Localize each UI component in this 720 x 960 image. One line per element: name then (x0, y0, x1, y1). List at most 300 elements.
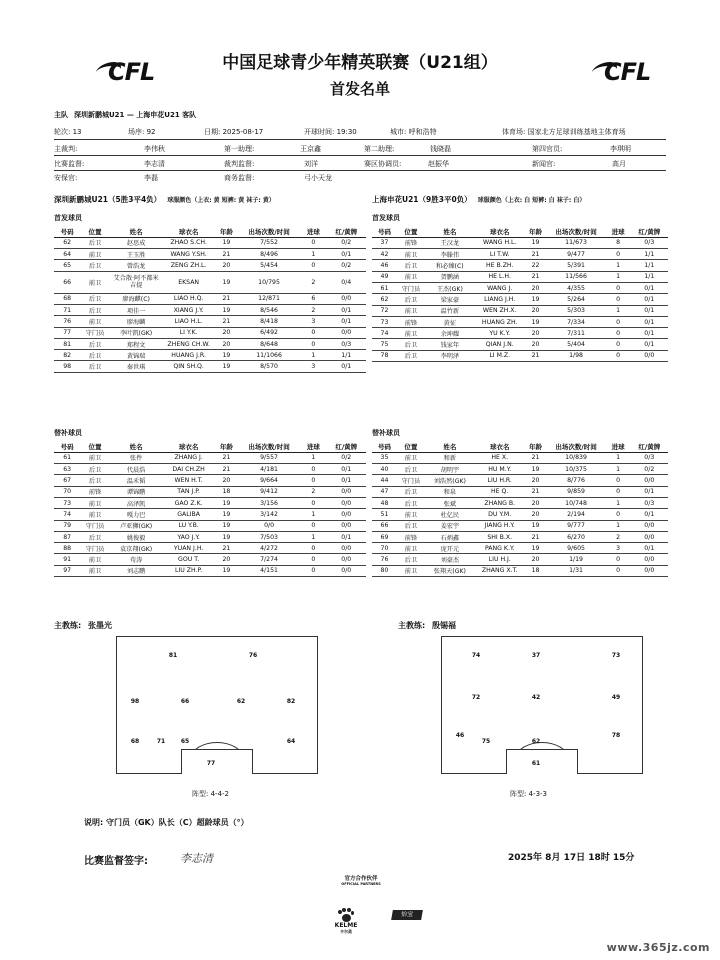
cell-goals: 1 (300, 249, 326, 260)
fourth-official: 李琪明 (610, 145, 631, 153)
cell-number: 77 (54, 327, 80, 338)
fixture-label: 主队 (54, 111, 68, 119)
cell-cards: 0/1 (631, 328, 668, 339)
cell-name: 曾浩龙 (110, 260, 163, 271)
cell-number: 91 (54, 554, 80, 565)
kelme-subtext: 卡尔美 (340, 929, 352, 934)
shirt-number: 77 (206, 760, 216, 767)
column-header-name: 姓名 (110, 226, 163, 237)
cell-shirt-name: PANG K.Y. (475, 543, 525, 554)
table-row (54, 338, 366, 349)
cell-shirt-name: LIAO H.Q. (162, 293, 215, 304)
cell-shirt-name: QIAN J.N. (475, 339, 525, 350)
match-date: 日期: 2025-08-17 (204, 128, 264, 136)
cell-goals: 0 (606, 328, 631, 339)
cell-age: 21 (215, 452, 238, 463)
cell-number: 76 (54, 316, 80, 327)
player-shirt-icon (468, 691, 484, 706)
cell-apps: 9/557 (238, 452, 300, 463)
home-starters-label: 首发球员 (54, 214, 82, 222)
column-header-shirt-name: 球衣名 (162, 226, 215, 237)
cell-apps: 1/98 (546, 350, 605, 361)
cell-goals: 0 (300, 554, 326, 565)
table-row (54, 554, 366, 565)
cell-cards: 0/0 (631, 520, 668, 531)
cell-goals: 1 (300, 350, 326, 361)
cell-shirt-name: HU M.Y. (475, 464, 525, 475)
table-row (372, 452, 668, 463)
cell-number: 88 (54, 543, 80, 554)
column-header-number: 号码 (372, 226, 397, 237)
cell-position: 后卫 (80, 464, 110, 475)
cell-shirt-name: WANG J. (475, 282, 525, 293)
table-row (372, 282, 668, 293)
cell-apps: 5/303 (546, 305, 605, 316)
cell-goals: 1 (300, 452, 326, 463)
cell-cards: 0/2 (631, 464, 668, 475)
cell-age: 19 (525, 543, 547, 554)
cell-name: 苟涛 (110, 554, 163, 565)
away-team-name: 上海申花U21（9胜3平0负） (372, 195, 472, 204)
match-supervisor-label: 比赛监督: (54, 160, 85, 168)
cell-goals: 2 (300, 304, 326, 315)
cell-number: 63 (54, 464, 80, 475)
security-officer-label: 安保官: (54, 174, 78, 182)
shirt-number: 76 (248, 652, 258, 659)
column-header-position: 位置 (397, 441, 425, 452)
table-row (372, 543, 668, 554)
cell-number: 46 (372, 260, 397, 271)
cell-name: 和新 (425, 452, 475, 463)
cell-number: 47 (372, 486, 397, 497)
cell-apps: 4/355 (546, 282, 605, 293)
away-coach-label: 主教练: (398, 621, 426, 630)
table-row (54, 361, 366, 372)
table-header-row (54, 441, 366, 452)
column-header-cards: 红/黄牌 (327, 226, 366, 237)
table-row (54, 271, 366, 293)
cell-cards: 0/3 (631, 237, 668, 248)
cell-shirt-name: ZHENG CH.W. (162, 338, 215, 349)
cell-cards: 1/1 (631, 271, 668, 282)
shirt-number: 65 (180, 738, 190, 745)
cell-apps: 6/270 (546, 531, 605, 542)
cell-number: 74 (54, 509, 80, 520)
cell-apps: 9/605 (546, 543, 605, 554)
cell-age: 19 (525, 520, 547, 531)
cell-shirt-name: HUANG J.R. (162, 350, 215, 361)
away-coach (398, 620, 456, 631)
table-row (54, 531, 366, 542)
page-title: 中国足球青少年精英联赛（U21组） (222, 53, 498, 73)
cell-shirt-name: EKSAN (162, 271, 215, 293)
cell-age: 20 (215, 338, 238, 349)
cell-number: 70 (372, 543, 397, 554)
cell-age: 19 (215, 497, 238, 508)
column-header-name: 姓名 (425, 441, 475, 452)
cell-name: 钱家年 (425, 339, 475, 350)
cell-goals: 0 (606, 509, 631, 520)
cell-age: 19 (215, 271, 238, 293)
coordinator-label: 赛区协调员: (364, 160, 402, 168)
cell-apps: 4/272 (238, 543, 300, 554)
cell-shirt-name: HE Q. (475, 486, 525, 497)
cell-name: 艾合散·阿不都米吉提 (110, 271, 163, 293)
cell-goals: 0 (300, 565, 326, 576)
cell-number: 64 (54, 249, 80, 260)
cell-goals: 0 (606, 554, 631, 565)
cell-shirt-name: ZHANG J. (162, 452, 215, 463)
cell-cards: 0/1 (631, 509, 668, 520)
cell-number: 48 (372, 497, 397, 508)
cell-cards: 0/1 (631, 316, 668, 327)
cell-position: 守门员 (397, 475, 425, 486)
column-header-shirt-name: 球衣名 (162, 441, 215, 452)
cell-number: 74 (372, 328, 397, 339)
cell-name: 梁家豪 (425, 294, 475, 305)
divider (54, 170, 666, 171)
ar1: 王京鑫 (300, 145, 321, 153)
player-shirt-icon (528, 649, 544, 664)
table-row (372, 316, 668, 327)
table-row (54, 475, 366, 486)
cell-age: 19 (215, 509, 238, 520)
shirt-number: 78 (611, 732, 621, 739)
cell-name: 和泉 (425, 486, 475, 497)
player-shirt-icon (608, 691, 624, 706)
cell-age: 20 (525, 509, 547, 520)
cell-position: 后卫 (80, 260, 110, 271)
cell-name: 李叶凯(GK) (110, 327, 163, 338)
cell-position: 前卫 (80, 509, 110, 520)
cell-shirt-name: LIAO H.L. (162, 316, 215, 327)
watermark: www.365jz.com (606, 941, 710, 954)
cell-goals: 0 (606, 294, 631, 305)
cell-position: 前卫 (80, 271, 110, 293)
shirt-number: 75 (481, 738, 491, 745)
cell-position: 前卫 (397, 249, 425, 260)
cell-apps: 3/156 (238, 497, 300, 508)
cell-shirt-name: QIN SH.Q. (162, 361, 215, 372)
cell-age: 20 (525, 497, 547, 508)
cell-goals: 2 (300, 486, 326, 497)
cell-shirt-name: GALIBA (162, 509, 215, 520)
cell-apps: 3/142 (238, 509, 300, 520)
cell-apps: 8/496 (238, 249, 300, 260)
cell-age: 20 (525, 328, 547, 339)
cell-goals: 1 (606, 520, 631, 531)
cell-cards: 0/0 (631, 531, 668, 542)
table-row (372, 271, 668, 282)
player-shirt-icon (283, 735, 299, 750)
cell-shirt-name: HE X. (475, 452, 525, 463)
cell-cards: 0/1 (327, 316, 366, 327)
cell-apps: 8/570 (238, 361, 300, 372)
cell-name: 代晨浩 (110, 464, 163, 475)
cell-apps: 6/492 (238, 327, 300, 338)
cell-age: 19 (215, 350, 238, 361)
ar2: 钱晓磊 (430, 145, 451, 153)
cell-shirt-name: WANG H.L. (475, 237, 525, 248)
table-row (54, 237, 366, 248)
cell-cards: 0/0 (327, 486, 366, 497)
cell-apps: 7/552 (238, 237, 300, 248)
cell-shirt-name: GOU T. (162, 554, 215, 565)
cell-age: 19 (525, 464, 547, 475)
cell-cards: 0/1 (327, 464, 366, 475)
cell-apps: 10/748 (546, 497, 605, 508)
cell-position: 前卫 (397, 452, 425, 463)
cell-cards: 0/1 (631, 486, 668, 497)
home-team-header (54, 194, 275, 205)
player-shirt-icon (452, 729, 468, 744)
table-header-row (372, 441, 668, 452)
cell-position: 前卫 (397, 543, 425, 554)
cell-cards: 0/1 (327, 304, 366, 315)
cell-apps: 7/274 (238, 554, 300, 565)
cell-number: 78 (372, 350, 397, 361)
cell-cards: 0/1 (327, 475, 366, 486)
player-shirt-icon (528, 691, 544, 706)
cell-position: 后卫 (80, 475, 110, 486)
cell-cards: 0/0 (327, 543, 366, 554)
home-coach-name: 张墨光 (88, 621, 112, 630)
city: 城市: 呼和浩特 (390, 128, 437, 136)
cell-age: 20 (525, 554, 547, 565)
away-kit-colors: 球服颜色（上衣: 白 短裤: 白 袜子: 白） (477, 197, 586, 204)
cell-apps: 9/777 (546, 520, 605, 531)
column-header-cards: 红/黄牌 (327, 441, 366, 452)
cell-age: 21 (215, 293, 238, 304)
table-row (372, 565, 668, 576)
away-coach-name: 殷锡福 (432, 621, 456, 630)
shirt-number: 68 (130, 738, 140, 745)
cell-position: 后卫 (80, 293, 110, 304)
cell-shirt-name: LI T.W. (475, 249, 525, 260)
cell-goals: 1 (606, 260, 631, 271)
cell-name: 张翔天(GK) (425, 565, 475, 576)
cell-name: 王玉胜 (110, 249, 163, 260)
cell-apps: 8/648 (238, 338, 300, 349)
cell-apps: 11/1066 (238, 350, 300, 361)
column-header-position: 位置 (80, 441, 110, 452)
cell-age: 19 (215, 237, 238, 248)
column-header-position: 位置 (80, 226, 110, 237)
cell-name: 刘志鹏 (110, 565, 163, 576)
partners-heading (340, 874, 382, 886)
cell-name: 黄锦瑞 (110, 350, 163, 361)
cell-goals: 2 (300, 271, 326, 293)
player-shirt-icon (468, 649, 484, 664)
cell-goals: 0 (606, 339, 631, 350)
cell-position: 守门员 (80, 520, 110, 531)
cell-name: 廖海麟 (110, 316, 163, 327)
cell-position: 前卫 (397, 271, 425, 282)
home-team-name: 深圳新鹏城U21（5胜3平4负） (54, 195, 162, 204)
cell-position: 前锋 (397, 237, 425, 248)
cell-goals: 6 (300, 293, 326, 304)
sponsor-logo: 怡宝 (391, 910, 423, 920)
cell-position: 前卫 (80, 452, 110, 463)
cell-cards: 0/1 (327, 361, 366, 372)
cell-position: 前卫 (80, 316, 110, 327)
cell-apps: 0/0 (238, 520, 300, 531)
round: 轮次: 13 (54, 128, 82, 136)
cell-number: 73 (54, 497, 80, 508)
cell-cards: 0/0 (631, 475, 668, 486)
cell-cards: 0/1 (631, 305, 668, 316)
table-row (372, 260, 668, 271)
cell-name: 和必臻(C) (425, 260, 475, 271)
signature-label: 比赛监督签字: (84, 856, 148, 867)
cell-apps: 5/391 (546, 260, 605, 271)
shirt-number: 46 (455, 732, 465, 739)
column-header-shirt-name: 球衣名 (475, 441, 525, 452)
shirt-number: 42 (531, 694, 541, 701)
cell-name: 项佳一 (110, 304, 163, 315)
cell-apps: 9/664 (238, 475, 300, 486)
cell-apps: 4/151 (238, 565, 300, 576)
partners-label-en: OFFICIAL PARTNERS (341, 882, 381, 886)
cell-position: 前卫 (80, 497, 110, 508)
cell-number: 49 (372, 271, 397, 282)
cell-position: 守门员 (80, 327, 110, 338)
cell-age: 21 (215, 543, 238, 554)
cell-number: 80 (372, 565, 397, 576)
cell-goals: 0 (606, 282, 631, 293)
table-row (372, 328, 668, 339)
cell-number: 87 (54, 531, 80, 542)
cell-goals: 0 (300, 543, 326, 554)
cell-cards: 0/1 (631, 543, 668, 554)
cell-goals: 3 (300, 316, 326, 327)
cell-number: 75 (372, 339, 397, 350)
cell-number: 62 (54, 237, 80, 248)
fixture: 深圳新鹏城U21 — 上海申花U21 客队 (74, 111, 197, 119)
cell-shirt-name: YU K.Y. (475, 328, 525, 339)
shirt-number: 37 (531, 652, 541, 659)
column-header-goals: 进球 (300, 441, 326, 452)
cell-shirt-name: TAN J.P. (162, 486, 215, 497)
cell-apps: 1/31 (546, 565, 605, 576)
cell-age: 21 (525, 486, 547, 497)
shirt-number: 64 (286, 738, 296, 745)
cell-goals: 0 (606, 486, 631, 497)
table-row (54, 520, 366, 531)
cell-cards: 0/0 (631, 554, 668, 565)
column-header-shirt-name: 球衣名 (475, 226, 525, 237)
cell-name: 李滕伟 (425, 249, 475, 260)
away-subs-table (372, 441, 668, 577)
referee-supervisor: 刘洋 (304, 160, 318, 168)
home-subs-label: 替补球员 (54, 429, 82, 437)
security-officer: 李磊 (144, 174, 158, 182)
column-header-apps: 出场次数/时间 (238, 226, 300, 237)
column-header-cards: 红/黄牌 (631, 226, 668, 237)
cell-name: 杜亿民 (425, 509, 475, 520)
cell-age: 20 (215, 260, 238, 271)
cfl-logo-right: CFL (592, 58, 658, 86)
cell-position: 前锋 (397, 531, 425, 542)
cell-age: 19 (525, 237, 547, 248)
cell-shirt-name: LIU H.R. (475, 475, 525, 486)
cell-number: 62 (372, 294, 397, 305)
cell-position: 后卫 (397, 520, 425, 531)
cell-shirt-name: WANG Y.SH. (162, 249, 215, 260)
commercial-supervisor: 弓小天龙 (304, 174, 332, 182)
cell-position: 前锋 (80, 486, 110, 497)
cell-number: 61 (372, 282, 397, 293)
column-header-apps: 出场次数/时间 (546, 441, 605, 452)
table-row (372, 509, 668, 520)
player-shirt-icon (127, 695, 143, 710)
cell-apps: 4/181 (238, 464, 300, 475)
cell-apps: 8/418 (238, 316, 300, 327)
cell-shirt-name: ZHANG B. (475, 497, 525, 508)
cell-apps: 7/311 (546, 328, 605, 339)
cell-shirt-name: WEN ZH.X. (475, 305, 525, 316)
table-row (372, 464, 668, 475)
table-row (372, 350, 668, 361)
table-row (54, 350, 366, 361)
cell-name: 庞开元 (425, 543, 475, 554)
cell-cards: 0/1 (631, 339, 668, 350)
cell-number: 81 (54, 338, 80, 349)
cell-age: 21 (215, 316, 238, 327)
cell-shirt-name: LIANG J.H. (475, 294, 525, 305)
cell-number: 44 (372, 475, 397, 486)
cell-apps: 11/566 (546, 271, 605, 282)
table-row (54, 327, 366, 338)
cell-shirt-name: ZENG ZH.L. (162, 260, 215, 271)
shirt-number: 82 (286, 698, 296, 705)
cell-name: 姚俊毅 (110, 531, 163, 542)
cell-age: 19 (215, 304, 238, 315)
cell-name: 谭锦鹏 (110, 486, 163, 497)
cell-cards: 0/0 (327, 293, 366, 304)
cell-apps: 5/264 (546, 294, 605, 305)
home-formation-pitch (116, 636, 318, 774)
cell-number: 66 (372, 520, 397, 531)
cell-shirt-name: XIANG J.Y. (162, 304, 215, 315)
cell-cards: 0/1 (327, 531, 366, 542)
cell-goals: 0 (606, 565, 631, 576)
cell-apps: 8/776 (546, 475, 605, 486)
referee: 李伟秋 (144, 145, 165, 153)
player-shirt-icon (608, 649, 624, 664)
cell-goals: 0 (300, 464, 326, 475)
cell-shirt-name: ZHAO S.CH. (162, 237, 215, 248)
cell-number: 42 (372, 249, 397, 260)
cell-apps: 1/19 (546, 554, 605, 565)
cell-cards: 0/0 (327, 520, 366, 531)
press-officer-label: 新闻官: (532, 160, 556, 168)
table-row (54, 249, 366, 260)
away-starters-table (372, 226, 668, 362)
cell-goals: 0 (606, 316, 631, 327)
cell-number: 98 (54, 361, 80, 372)
cell-age: 20 (525, 282, 547, 293)
cell-cards: 0/1 (631, 282, 668, 293)
cell-name: 温竹新 (425, 305, 475, 316)
cell-apps: 9/412 (238, 486, 300, 497)
commercial-supervisor-label: 商务监督: (224, 174, 255, 182)
cell-cards: 0/0 (327, 327, 366, 338)
divider (54, 155, 666, 156)
cell-apps: 10/375 (546, 464, 605, 475)
column-header-goals: 进球 (300, 226, 326, 237)
cell-goals: 2 (606, 531, 631, 542)
